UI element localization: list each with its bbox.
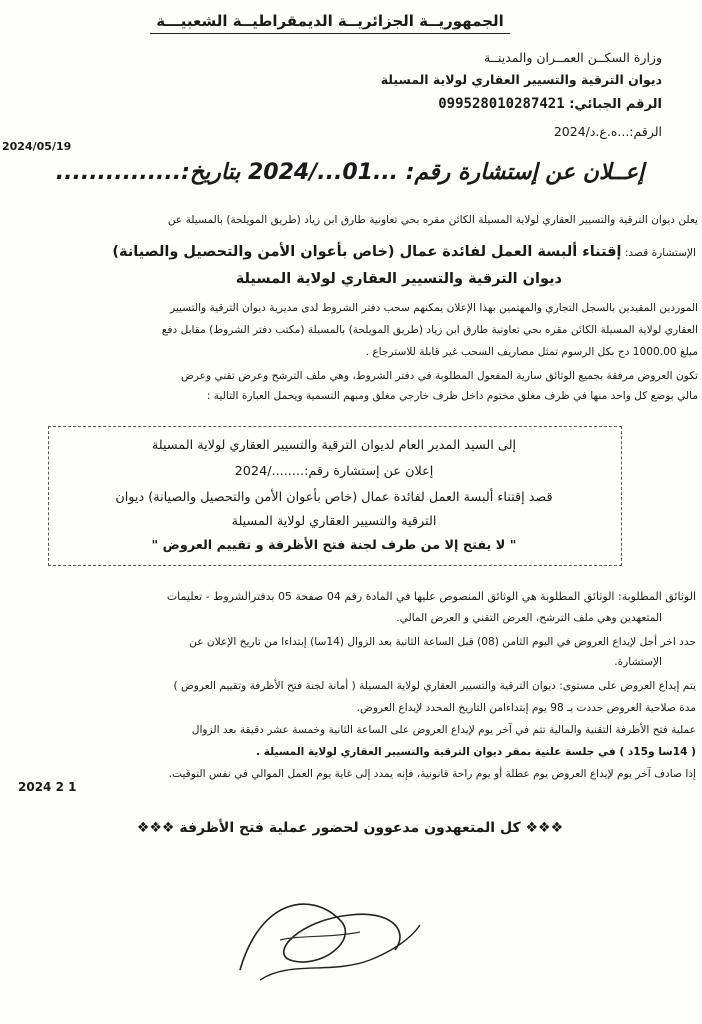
- box-line-2: إعلان عن إستشارة رقم:......../2024: [234, 464, 434, 479]
- signature-scribble: [220, 880, 430, 1000]
- condition-3: حدد اخر أجل لإيداع العروض في اليوم الثامن (08) قبل الساعة الثانية بعد الزوال (14سا) إبتداءا من تاريخ الإعلان عن: [189, 636, 696, 648]
- condition-7: عملية فتح الأظرفة التقنية والمالية تتم في آخر يوم لإيداع العروض على الساعة الثانية وخمسة عشر دقيقة بعد الزوال: [191, 724, 696, 736]
- title-text: إعــلان عن إستشارة رقم: ...01.../2024 بتاريخ:...............: [55, 160, 645, 185]
- tax-id-value: 099528010287421: [438, 96, 565, 112]
- purpose-text: إقتناء ألبسة العمل لفائدة عمال (خاص بأعوان الأمن والتحصيل والصيانة): [112, 244, 622, 260]
- stamp-date: 2024 2 1: [18, 780, 77, 794]
- condition-9: إذا صادف آخر يوم لإيداع العروض يوم عطلة أو يوم راحة قانونية، فإنه يمدد إلى غاية يوم العمل الموالي في نفس التوقيت.: [168, 768, 696, 780]
- invitation-slogan: ❖❖❖ كل المتعهدون مدعوون لحضور عملية فتح الأظرفة ❖❖❖: [136, 820, 564, 836]
- purpose-label: الإستشارة قصد:: [624, 247, 696, 259]
- condition-8: ( 14سا و15د ) في جلسة علنية بمقر ديوان الترقية والتسيير العقاري لولاية المسيلة .: [256, 746, 696, 758]
- ministry-name: وزارة السكــن العمــران والمدينــة: [483, 50, 662, 65]
- purpose-line: [112, 243, 696, 261]
- republic-heading: الجمهوريــة الجزائريــة الديمقراطيــة الشعبيـــة: [150, 12, 510, 34]
- body-paragraph-4: الموردين المقيدين بالسجل التجاري والمهتمين بهذا الإعلان يمكنهم سحب دفتر الشروط لدى مديرية ديوان الترقية والتسيير: [169, 302, 698, 314]
- reference-number: الرقم:...ه.ع.د/2024: [553, 124, 662, 139]
- body-paragraph-6: مبلغ 1000.00 دج بكل الرسوم تمثل مصاريف السحب غير قابلة للاسترجاع .: [365, 346, 698, 358]
- tax-id-line: [438, 96, 662, 112]
- office-name: ديوان الترقية والتسيير العقاري لولاية المسيلة: [380, 72, 662, 87]
- box-line-5: " لا يفتح إلا من طرف لجنة فتح الأظرفة و تقييم العروض ": [151, 538, 517, 553]
- announcement-title: [40, 160, 660, 185]
- handwritten-date: 2024/05/19: [2, 140, 72, 153]
- body-paragraph-1: يعلن ديوان الترقية والتسيير العقاري لولاية المسيلة الكائن مقره بحي تعاونية طارق ابن زياد (طريق المويلحة) بالمسيلة عن: [167, 214, 698, 226]
- body-paragraph-5: العقاري لولاية المسيلة الكائن مقره بحي تعاونية طارق ابن زياد (طريق المويلحة) بالمسيلة (مكتب دفتر الشروط) مقابل دفع: [161, 324, 698, 336]
- box-line-1: إلى السيد المدير العام لديوان الترقية والتسيير العقاري لولاية المسيلة: [151, 438, 517, 453]
- condition-1: الوثائق المطلوبة: الوثائق المطلوبة هي الوثائق المنصوص عليها في المادة رقم 04 صفحة 05 بدفترالشروط - تعليمات: [166, 590, 696, 603]
- condition-6: مدة صلاحية العروض حددت بـ 98 يوم إبتداءامن التاريخ المحدد لإيداع العروض.: [356, 702, 696, 714]
- purpose-office: ديوان الترقية والتسيير العقاري لولاية المسيلة: [235, 271, 562, 287]
- tax-id-label: الرقم الجبائي:: [569, 97, 662, 112]
- body-paragraph-7: تكون العروض مرفقة بجميع الوثائق سارية المفعول المطلوبة في دفتر الشروط، وهي ملف الترشح وعرض تقني وعرض: [181, 370, 698, 382]
- box-line-4: الترقية والتسيير العقاري لولاية المسيلة: [231, 514, 437, 529]
- body-paragraph-8: مالي بوضع كل واحد منها في ظرف مغلق مختوم داخل ظرف خارجي مغلق ومبهم التسمية ويحمل العبارة التالية :: [206, 390, 698, 402]
- condition-5: يتم إيداع العروض على مستوى: ديوان الترقية والتسيير العقاري لولاية المسيلة ( أمانة لجنة فتح الأظرفة وتقييم العروض ): [173, 680, 696, 692]
- box-line-3: قصد إقتناء ألبسة العمل لفائدة عمال (خاص بأعوان الأمن والتحصيل والصيانة) ديوان: [115, 490, 553, 505]
- condition-2: المتعهدين وهي ملف الترشح، العرض التقني و العرض المالي.: [396, 612, 662, 624]
- condition-4: الإستشارة.: [614, 656, 662, 668]
